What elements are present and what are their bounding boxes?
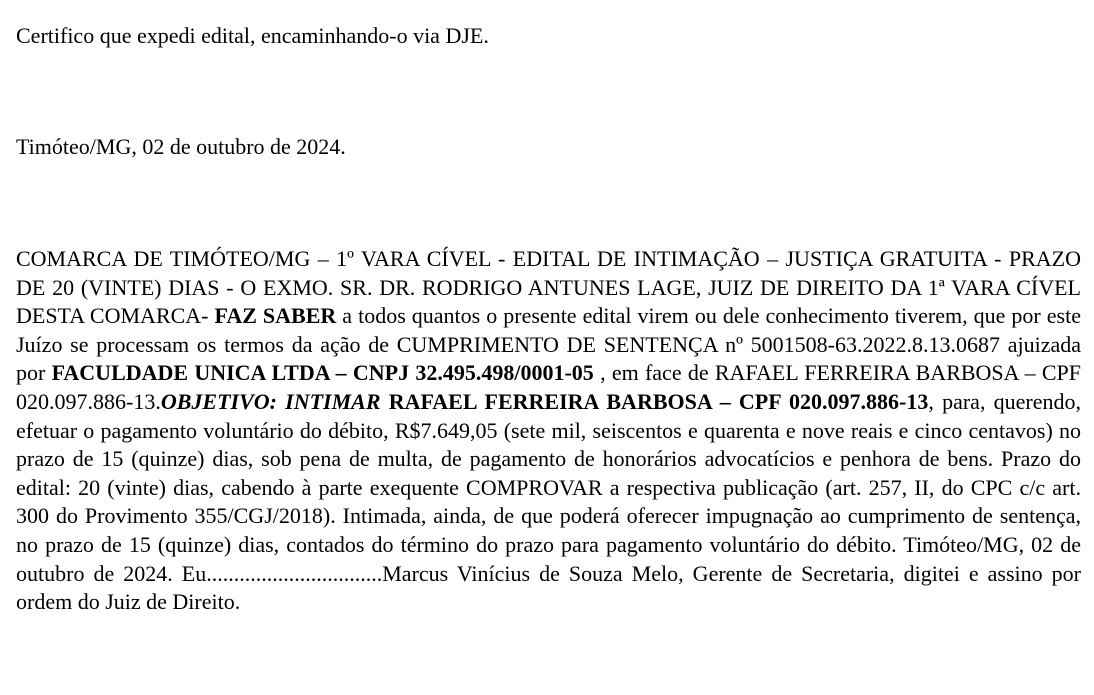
edital-intro: COMARCA DE TIMÓTEO/MG – 1º VARA CÍVEL - EDITAL DE INTIMAÇÃO – JUSTIÇA GRATUITA - PRAZO DE 20 (VINTE) DIAS - O EXMO. SR. DR. RODRIGO ANTUNES LAGE, JUIZ DE DIREITO DA 1ª VARA CÍVEL DESTA COMARCA- xyxy=(16,246,1081,329)
faz-saber: FAZ SABER xyxy=(214,303,337,329)
place-date: Timóteo/MG, 02 de outubro de 2024. xyxy=(16,134,346,159)
edital-body: , para, querendo, efetuar o pagamento voluntário do débito, R$7.649,05 (sete mil, seiscentos e quarenta e nove reais e cinco centavos) no prazo de 15 (quinze) dias, sob pena de multa, de pagamento de honorários advocatícios e penhora de bens. Prazo do edital: 20 (vinte) dias, cabendo à parte exequente COMPROVAR a respectiva publicação (art. 257, II, do CPC c/c art. 300 do Provimento 355/CGJ/2018). Intimada, ainda, de que poderá oferecer impugnação ao cumprimento de sentença, no prazo de 15 (quinze) dias, contados do término do prazo para pagamento voluntário do débito. Timóteo/MG, 02 de outubro de 2024. Eu................................Marcus Vinícius de Souza Melo, Gerente de Secretaria, digitei e assino por ordem do Juiz de Direito. xyxy=(16,388,1081,615)
edital-action-text: a todos quantos o presente edital virem ou dele conhecimento tiverem, que por este Juízo se processam os termos da ação de CUMPRIMENTO DE SENTENÇA nº 5001508-63.2022.8.13.0687 ajuizada por xyxy=(16,303,1081,386)
certificate-line: Certifico que expedi edital, encaminhando-o via DJE. xyxy=(16,23,489,48)
plaintiff: FACULDADE UNICA LTDA – CNPJ 32.495.498/0001-05 xyxy=(51,360,594,386)
defendant-text: , em face de RAFAEL FERREIRA BARBOSA – CPF 020.097.886-13. xyxy=(16,360,1082,414)
objective-label: OBJETIVO: INTIMAR xyxy=(160,388,381,414)
intimated-party: RAFAEL FERREIRA BARBOSA – CPF 020.097.886-13 xyxy=(380,388,929,414)
edital-paragraph xyxy=(16,245,1081,617)
